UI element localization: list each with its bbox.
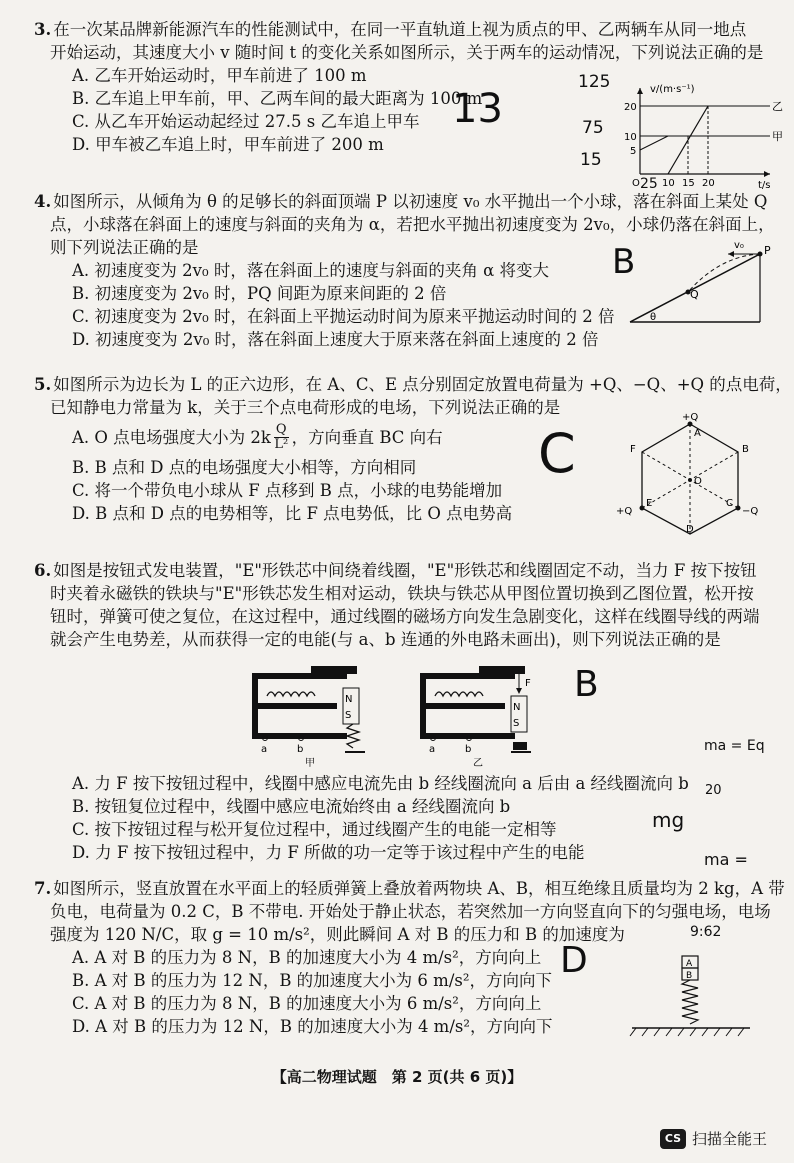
spring-blocks-figure [626, 952, 756, 1038]
generator-figure [245, 662, 555, 770]
compressed-spring [513, 742, 527, 750]
question-stem: 4. 如图所示，从倾角为 θ 的足够长的斜面顶端 P 以初速度 v₀ 水平抛出一个小球，落在斜面上某处 Q 点，小球落在斜面上的速度与斜面的夹角为 α，若把水平抛出初速度变为 2v₀，小球仍落在斜面上， 则下列说法正确的是 [34, 192, 775, 257]
label-theta: θ [650, 312, 657, 323]
option-a: A. 力 F 按下按钮过程中，线圈中感应电流先由 b 经线圈流向 a 后由 a 经线圈流向 b [72, 774, 689, 793]
handwritten-note: ma = [704, 850, 748, 869]
t-axis-label: t/s [758, 180, 771, 191]
point-e [640, 506, 645, 511]
spring [347, 724, 359, 748]
handwritten-note: 15 [580, 150, 602, 170]
label-a: A [686, 959, 693, 969]
point-q [686, 290, 691, 295]
point-o [688, 478, 692, 482]
pole-n: N [513, 702, 521, 713]
label-b: B [742, 444, 749, 455]
option-a: A. 初速度变为 2v₀ 时，落在斜面上的速度与斜面的夹角 α 将变大 [72, 261, 549, 280]
handwritten-note: 9:62 [690, 924, 722, 940]
label-a: a [429, 744, 436, 755]
question-6-options [34, 772, 689, 864]
charge-c: −Q [742, 506, 759, 517]
caption-yi: 乙 [473, 758, 483, 769]
handwritten-answer-7: D [560, 940, 588, 981]
label-a: a [261, 744, 268, 755]
option-c: C. 按下按钮过程与松开复位过程中，通过线圈产生的电能一定相等 [72, 820, 557, 839]
tick-x10: 10 [662, 178, 675, 189]
point-p [758, 252, 763, 257]
pole-s: S [513, 718, 520, 729]
option-a: A. 乙车开始运动时，甲车前进了 100 m [72, 66, 367, 85]
handwritten-note: 75 [582, 118, 604, 138]
question-stem: 6. 如图是按钮式发电装置，"E"形铁芯中间绕着线圈，"E"形铁芯和线圈固定不动，当力 F 按下按钮 时夹着永磁铁的铁块与"E"形铁芯发生相对运动，铁块与铁芯从甲图位置切换到乙图位置，松开按 钮时，弹簧可使之复位，在这过程中，通过线圈的磁场方向发生急剧变化，这样在线圈导线的两端 就会产生电势差，从而获得一定的电能(与 a、b 连通的外电路未画出)，则下列说法正确的是 [34, 561, 760, 649]
t-axis-arrow [764, 171, 770, 177]
brand-logo: CS [660, 1129, 686, 1149]
label-b: b [465, 744, 472, 755]
option-c: C. 初速度变为 2v₀ 时，在斜面上平抛运动时间为原来平抛运动时间的 2 倍 [72, 307, 615, 326]
label-b: b [297, 744, 304, 755]
tick-x15: 15 [682, 178, 695, 189]
option-b: B. B 点和 D 点的电场强度大小相等，方向相同 [72, 458, 417, 477]
origin: O [632, 178, 640, 189]
label-b: B [686, 971, 693, 981]
option-d: D. A 对 B 的压力为 12 N，B 的加速度大小为 4 m/s²，方向向下 [72, 1017, 553, 1036]
iron-block-top [311, 666, 357, 674]
label-v0: v₀ [734, 240, 744, 251]
v-axis-label: v/(m·s⁻¹) [650, 84, 695, 95]
figure-jia [255, 666, 365, 769]
option-b: B. 乙车追上甲车前，甲、乙两车间的最大距离为 100 m [72, 89, 483, 108]
incline-figure [610, 236, 780, 336]
label-yi: 乙 [772, 100, 783, 113]
tick-10: 10 [624, 132, 637, 143]
label-p: P [764, 244, 771, 257]
coil [435, 692, 483, 696]
label-a: A [694, 428, 701, 439]
label-jia: 甲 [772, 130, 783, 143]
handwritten-note: 125 [578, 72, 611, 92]
option-c: C. 从乙车开始运动起经过 27.5 s 乙车追上甲车 [72, 112, 420, 131]
option-c: C. 将一个带负电小球从 F 点移到 B 点，小球的电势能增加 [72, 481, 503, 500]
label-c: C [726, 498, 733, 509]
option-b: B. 初速度变为 2v₀ 时，PQ 间距为原来间距的 2 倍 [72, 284, 447, 303]
question-stem: 5. 如图所示为边长为 L 的正六边形，在 A、C、E 点分别固定放置电荷量为 +Q、−Q、+Q 的点电荷， 已知静电力常量为 k，关于三个点电荷形成的电场，下列说法正确的是 [34, 375, 792, 417]
label-d: D [686, 524, 694, 535]
option-a: A. A 对 B 的压力为 8 N，B 的加速度大小为 4 m/s²，方向向上 [72, 948, 542, 967]
figure-yi [423, 666, 531, 769]
label-f: F [630, 444, 636, 455]
label-e: E [646, 498, 653, 509]
v0-arrowhead [728, 251, 734, 257]
pole-n: N [345, 694, 353, 705]
hexagon-figure [610, 410, 770, 540]
question-stem: 7. 如图所示，竖直放置在水平面上的轻质弹簧上叠放着两物块 A、B，相互绝缘且质量均为 2 kg，A 带 负电，电荷量为 0.2 C，B 不带电. 开始处于静止状态，若突然加一方向竖直向下的匀强电场，电场 强度为 120 N/C，取 g = 10 m/s²，则此瞬间 A 对 B 的压力和 B 的加速度为 [34, 879, 785, 944]
option-b: B. A 对 B 的压力为 12 N，B 的加速度大小为 6 m/s²，方向向下 [72, 971, 552, 990]
charge-e: +Q [616, 506, 633, 517]
label-f: F [525, 678, 531, 689]
caption-jia: 甲 [305, 758, 315, 769]
handwritten-answer-4: B [612, 242, 636, 282]
question-stem: 3. 在一次某品牌新能源汽车的性能测试中，在同一平直轨道上视为质点的甲、乙两辆车从同一地点 开始运动，其速度大小 v 随时间 t 的变化关系如图所示，关于两车的运动情况，下列说法正确的是 [34, 20, 764, 62]
handwritten-note: mg [652, 808, 685, 832]
spring [682, 980, 698, 1024]
handwritten-note: 20 [705, 783, 722, 798]
handwritten-answer-3: 13 [452, 86, 503, 132]
handwritten-note: ma = Eq [704, 738, 765, 754]
point-c [736, 506, 741, 511]
v-axis-arrow [637, 88, 643, 94]
label-o: O [694, 476, 702, 487]
charge-a: +Q [682, 412, 699, 423]
option-d: D. 初速度变为 2v₀ 时，落在斜面上速度大于原来落在斜面上速度的 2 倍 [72, 330, 599, 349]
jia-accel [640, 136, 668, 150]
question-6 [34, 559, 760, 651]
tick-5: 5 [630, 146, 637, 157]
label-q: Q [690, 288, 699, 301]
handwritten-note: 25 [640, 176, 658, 192]
coil [267, 692, 315, 696]
option-a: A. O 点电场强度大小为 2k Q L² ，方向垂直 BC 向右 [72, 422, 443, 452]
handwritten-answer-6: B [574, 664, 599, 705]
pole-s: S [345, 710, 352, 721]
option-d: D. B 点和 D 点的电势相等，比 F 点电势低，比 O 点电势高 [72, 504, 513, 523]
ground-hatch [630, 1028, 744, 1036]
option-d: D. 力 F 按下按钮过程中，力 F 所做的功一定等于该过程中产生的电能 [72, 843, 585, 862]
scanner-brand [660, 1128, 767, 1149]
option-c: C. A 对 B 的压力为 8 N，B 的加速度大小为 6 m/s²，方向向上 [72, 994, 542, 1013]
brand-text: 扫描全能王 [692, 1130, 768, 1148]
option-d: D. 甲车被乙车追上时，甲车前进了 200 m [72, 135, 384, 154]
option-b: B. 按钮复位过程中，线圈中感应电流始终由 a 经线圈流向 b [72, 797, 511, 816]
tick-20: 20 [624, 102, 637, 113]
handwritten-answer-5: C [538, 422, 576, 485]
fraction: Q L² [274, 422, 289, 452]
iron-block-top [479, 666, 525, 674]
tick-x20: 20 [702, 178, 715, 189]
page-footer: 【高二物理试题 第 2 页(共 6 页)】 [271, 1068, 523, 1086]
force-arrowhead [516, 688, 522, 694]
